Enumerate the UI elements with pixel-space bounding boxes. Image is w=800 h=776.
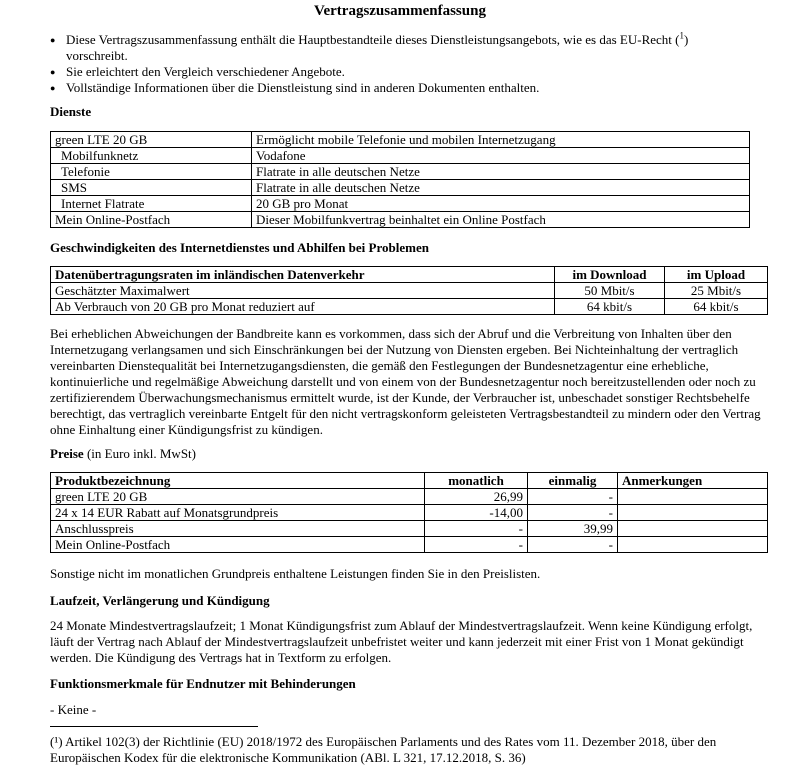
speed-upload: 25 Mbit/s (665, 283, 768, 299)
table-row (51, 164, 750, 180)
price-notes (618, 489, 768, 505)
intro-bullet: ● Sie erleichtert den Vergleich verschiedener Angebote. (50, 64, 750, 80)
footnote-divider (50, 726, 258, 727)
service-value: Dieser Mobilfunkvertrag beinhaltet ein Online Postfach (252, 212, 750, 228)
service-value: Vodafone (252, 148, 750, 164)
intro-bullet-list (50, 32, 750, 96)
speed-description: Ab Verbrauch von 20 GB pro Monat reduziert auf (51, 299, 555, 315)
service-value: 20 GB pro Monat (252, 196, 750, 212)
speed-header-download: im Download (555, 267, 665, 283)
price-once: - (528, 489, 618, 505)
service-label: SMS (51, 180, 252, 196)
page-title: Vertragszusammenfassung (314, 3, 486, 19)
table-row (51, 537, 768, 553)
section-heading-preise (50, 446, 196, 462)
table-row (51, 180, 750, 196)
prices-header-once: einmalig (528, 473, 618, 489)
price-product: Mein Online-Postfach (51, 537, 425, 553)
service-value: Flatrate in alle deutschen Netze (252, 180, 750, 196)
price-monthly: 26,99 (425, 489, 528, 505)
preise-heading-note: (in Euro inkl. MwSt) (83, 446, 196, 461)
speed-download: 64 kbit/s (555, 299, 665, 315)
section-heading-laufzeit: Laufzeit, Verlängerung und Kündigung (50, 593, 270, 608)
preise-heading-label: Preise (50, 446, 84, 461)
accessibility-text: - Keine - (50, 702, 97, 717)
service-label: Mein Online-Postfach (51, 212, 252, 228)
price-product: Anschlusspreis (51, 521, 425, 537)
speed-header-upload: im Upload (665, 267, 768, 283)
footnote-text: Artikel 102(3) der Richtlinie (EU) 2018/1972 des Europäischen Parlaments und des Rates vom 11. Dezember 2018, über den Europäischen Kodex für die elektronische Kommunikation (ABl. L 321, 17.12.2018, S. 36) (50, 734, 717, 765)
table-header-row (51, 267, 768, 283)
table-row (51, 148, 750, 164)
section-heading-behinderungen: Funktionsmerkmale für Endnutzer mit Behinderungen (50, 676, 356, 691)
service-label: Telefonie (51, 164, 252, 180)
service-label: Internet Flatrate (51, 196, 252, 212)
speed-description: Geschätzter Maximalwert (51, 283, 555, 299)
intro-bullet-tail: ) vorschreibt. (66, 32, 689, 63)
table-row (51, 489, 768, 505)
price-product: 24 x 14 EUR Rabatt auf Monatsgrundpreis (51, 505, 425, 521)
price-notes (618, 505, 768, 521)
intro-bullet (50, 32, 750, 64)
intro-bullet-text: Diese Vertragszusammenfassung enthält die Hauptbestandteile dieses Dienstleistungsangebots, wie es das EU-Recht ( (66, 32, 680, 47)
prices-table (50, 472, 768, 553)
prices-header-notes: Anmerkungen (618, 473, 768, 489)
service-value: Ermöglicht mobile Telefonie und mobilen Internetzugang (252, 132, 750, 148)
price-once: - (528, 505, 618, 521)
bandwidth-paragraph: Bei erheblichen Abweichungen der Bandbreite kann es vorkommen, dass sich der Abruf und die Verbreitung von Inhalten über den Internetzugang verlangsamen und sich Einschränkungen bei der Nutzung von Diensten ergeben. Bei Nichteinhaltung der vertraglich vereinbarten Dienstequalität bei Internetzugangsdiensten, die gemäß den Festlegungen der Bundesnetzagentur eine erhebliche, kontinuierliche und regelmäßige Abweichung darstellt und von einem von der Bundesnetzagentur noch bereitzustellenden oder noch zu zertifizierendem Überwachungsmechanismus ermittelt wurde, ist der Kunde, der Verbraucher ist, unbeschadet sonstiger Rechtsbehelfe berechtigt, das vertraglich vereinbarte Entgelt für den nicht vertragskonform geleisteten Vertragsbestandteil zu mindern oder den Vertrag ohne Einhaltung einer Kündigungsfrist zu kündigen. (50, 326, 761, 437)
footnote (50, 734, 766, 766)
service-label: Mobilfunknetz (51, 148, 252, 164)
price-monthly: -14,00 (425, 505, 528, 521)
services-table (50, 131, 750, 228)
prices-header-product: Produktbezeichnung (51, 473, 425, 489)
service-value: Flatrate in alle deutschen Netze (252, 164, 750, 180)
speed-header-description: Datenübertragungsraten im inländischen Datenverkehr (51, 267, 555, 283)
speed-table (50, 266, 768, 315)
price-notes (618, 537, 768, 553)
speed-download: 50 Mbit/s (555, 283, 665, 299)
table-row (51, 299, 768, 315)
table-header-row (51, 473, 768, 489)
table-row (51, 212, 750, 228)
table-row (51, 521, 768, 537)
table-row (51, 505, 768, 521)
price-monthly: - (425, 537, 528, 553)
footnote-reference: 1 (679, 30, 684, 41)
section-heading-speed: Geschwindigkeiten des Internetdienstes und Abhilfen bei Problemen (50, 240, 429, 255)
section-heading-dienste: Dienste (50, 104, 92, 119)
term-paragraph: 24 Monate Mindestvertragslaufzeit; 1 Monat Kündigungsfrist zum Ablauf der Mindestvertragslaufzeit. Wenn keine Kündigung erfolgt, läuft der Vertrag nach Ablauf der Mindestvertragslaufzeit unbefristet weiter und kann jederzeit mit einer Frist von 1 Monat gekündigt werden. Die Kündigung des Vertrags hat in Textform zu erfolgen. (50, 618, 753, 665)
table-row (51, 132, 750, 148)
table-row (51, 196, 750, 212)
table-row (51, 283, 768, 299)
price-list-note: Sonstige nicht im monatlichen Grundpreis enthaltene Leistungen finden Sie in den Preislisten. (50, 566, 541, 581)
intro-bullet: ● Vollständige Informationen über die Dienstleistung sind in anderen Dokumenten enthalten. (50, 80, 750, 96)
speed-upload: 64 kbit/s (665, 299, 768, 315)
price-once: - (528, 537, 618, 553)
price-monthly: - (425, 521, 528, 537)
price-once: 39,99 (528, 521, 618, 537)
price-notes (618, 521, 768, 537)
price-product: green LTE 20 GB (51, 489, 425, 505)
prices-header-monthly: monatlich (425, 473, 528, 489)
service-label: green LTE 20 GB (51, 132, 252, 148)
footnote-marker: (¹) (50, 734, 63, 749)
